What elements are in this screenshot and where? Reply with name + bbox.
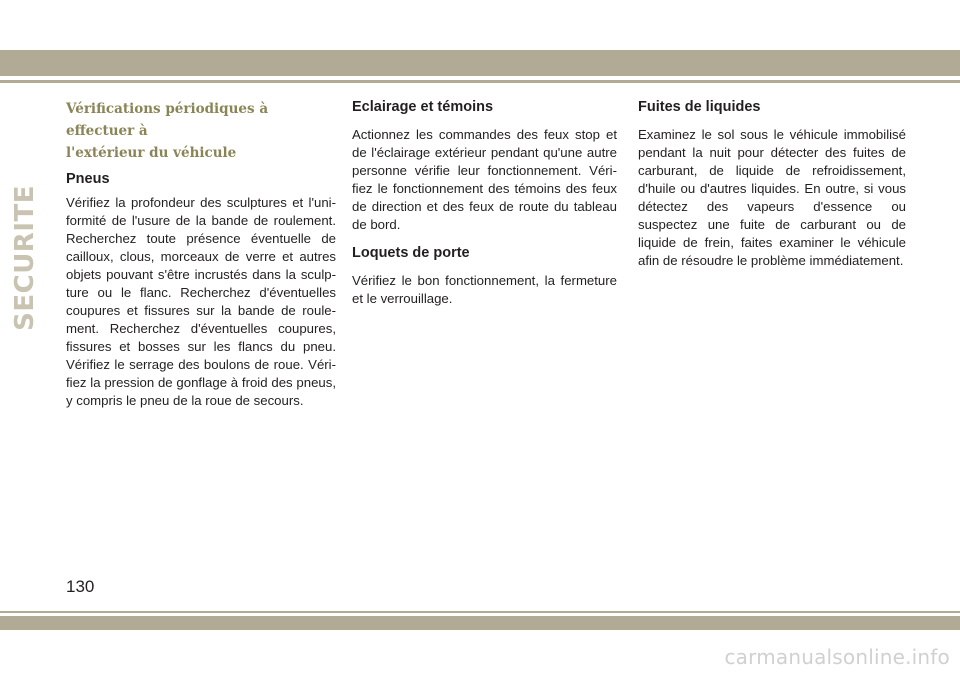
section-title-line-2: l'extérieur du véhicule: [66, 145, 237, 161]
footer-rule: [0, 611, 960, 613]
heading-loquets: Loquets de porte: [352, 245, 470, 261]
paragraph-fuites: Examinez le sol sous le véhicule immobilisé pendant la nuit pour détecter des fuites de carburant, de liquide de refroidissement, d'huile ou d'autres liquides. En outre, si vous détectez des vapeurs d'essence ou suspectez une fuite de carburant ou de liquide de frein, faites examiner le véhicule afin de résoudre le problème immédiatement.: [638, 127, 906, 268]
page-number: 130: [66, 577, 95, 596]
paragraph-loquets: Vérifiez le bon fonctionnement, la fermeture et le verrouillage.: [352, 273, 617, 306]
section-title-line-1: Vérifications périodiques à effectuer à: [66, 101, 269, 139]
paragraph-eclairage: Actionnez les commandes des feux stop et de l'éclairage extérieur pendant qu'une autre personne vérifie leur fonctionnement. Véri-fiez le fonctionnement des témoins des feux de direction et des feux de route du tableau de bord.: [352, 127, 617, 232]
header-rule: [0, 80, 960, 83]
column-3: [638, 98, 906, 280]
footer-band: [0, 616, 960, 630]
header-band: [0, 50, 960, 76]
column-2: [352, 98, 617, 318]
watermark-text: carmanualsonline.info: [724, 645, 950, 669]
column-1: [66, 98, 336, 420]
paragraph-pneus: Vérifiez la profondeur des sculptures et l'uni-formité de l'usure de la bande de roulement. Recherchez toute présence éventuelle de cailloux, clous, morceaux de verre et autres objets pouvant s'être incrustés dans la sculp-ture ou le flanc. Recherchez d'éventuelles coupures et fissures sur la bande de roule-ment. Recherchez d'éventuelles coupures, fissures et bosses sur les flancs du pneu. Vérifiez le serrage des boulons de roue. Véri-fiez la pression de gonflage à froid des pneus, y compris le pneu de la roue de secours.: [66, 195, 336, 408]
section-side-label: [9, 185, 49, 331]
heading-fuites: Fuites de liquides: [638, 99, 761, 115]
heading-pneus: Pneus: [66, 171, 110, 187]
heading-eclairage: Eclairage et témoins: [352, 99, 494, 115]
section-title: [66, 98, 336, 164]
side-label-text: SECURITE: [10, 185, 40, 331]
